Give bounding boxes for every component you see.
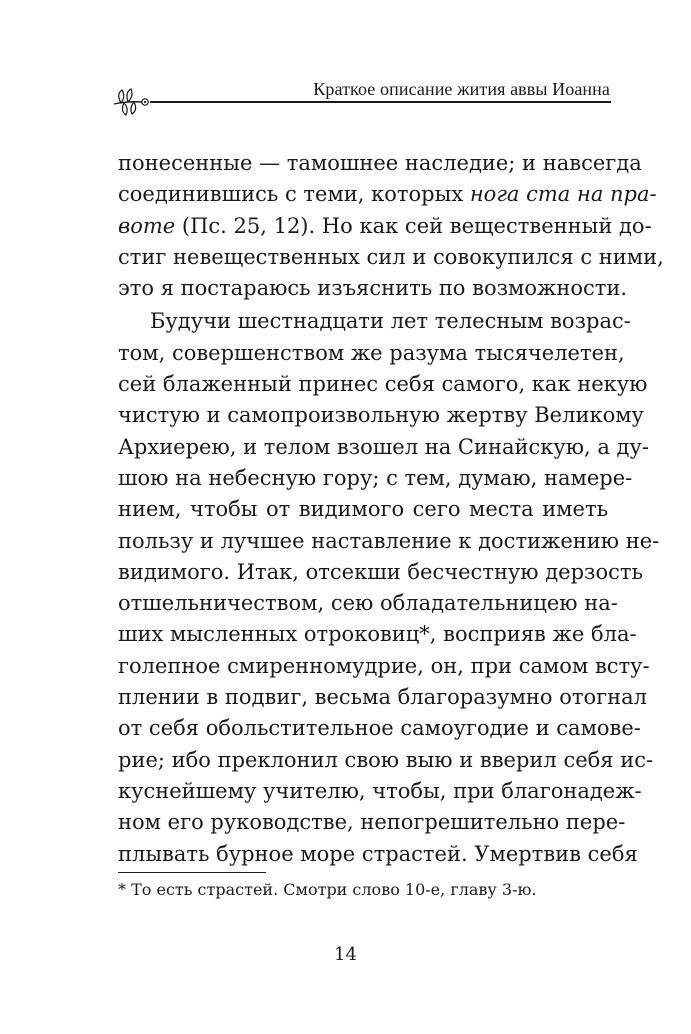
text-line: отшельничеством, сею обладательницею на- (118, 591, 618, 616)
text-line: куснейшему учителю, чтобы, при благонадеж- (118, 778, 642, 803)
text-line: воте (Пс. 25, 12). Но как сей вещественный до- (118, 213, 652, 238)
text-line: это я постараюсь изъяснить по возможности. (118, 276, 628, 301)
footnote-rule (118, 872, 266, 873)
text-line: сей блаженный принес себя самого, как некую (118, 372, 648, 397)
running-title: Краткое описание жития аввы Иоанна (313, 79, 610, 99)
text-line: стиг невещественных сил и совокупился с ними, (118, 244, 664, 269)
text-line: голепное смиренномудрие, он, при самом всту- (118, 653, 650, 678)
text-line: том, совершенством же разума тысячелетен, (118, 340, 625, 365)
text-line: видимого. Итак, отсекши бесчестную дерзость (118, 559, 643, 584)
text-line: Будучи шестнадцати лет телесным возрас- (150, 309, 631, 334)
text-line: от себя обольстительное самоугодие и самове- (118, 716, 641, 741)
text-line: чистую и самопроизвольную жертву Великому (118, 403, 644, 428)
header-rule (150, 101, 611, 103)
text-line: понесенные — тамошнее наследие; и навсегда (118, 151, 642, 175)
text-line: плении в подвиг, весьма благоразумно отогнал (118, 685, 647, 710)
body-text (118, 148, 664, 870)
leaf-sprig-icon (112, 86, 154, 118)
text-line: соединившись с теми, которых нога ста на пра- (118, 182, 657, 207)
text-line: плывать бурное море страстей. Умертвив себя (118, 841, 638, 866)
text-line: нием, чтобы от видимого сего места иметь (118, 497, 608, 522)
text-line: ном его руководстве, непогрешительно пере- (118, 810, 626, 835)
text-line: шою на небесную гору; с тем, думаю, намере- (118, 465, 633, 490)
text-line: Архиерею, и телом взошел на Синайскую, а ду- (118, 434, 649, 459)
page-number: 14 (334, 944, 357, 965)
footnote: * То есть страстей. Смотри слово 10-е, главу 3-ю. (118, 880, 537, 899)
text-line: рие; ибо преклонил свою выю и вверил себя ис- (118, 747, 654, 772)
text-line: ших мысленных отроковиц*, восприяв же бла- (118, 622, 637, 647)
text-line: пользу и лучшее наставление к достижению не- (118, 528, 660, 553)
